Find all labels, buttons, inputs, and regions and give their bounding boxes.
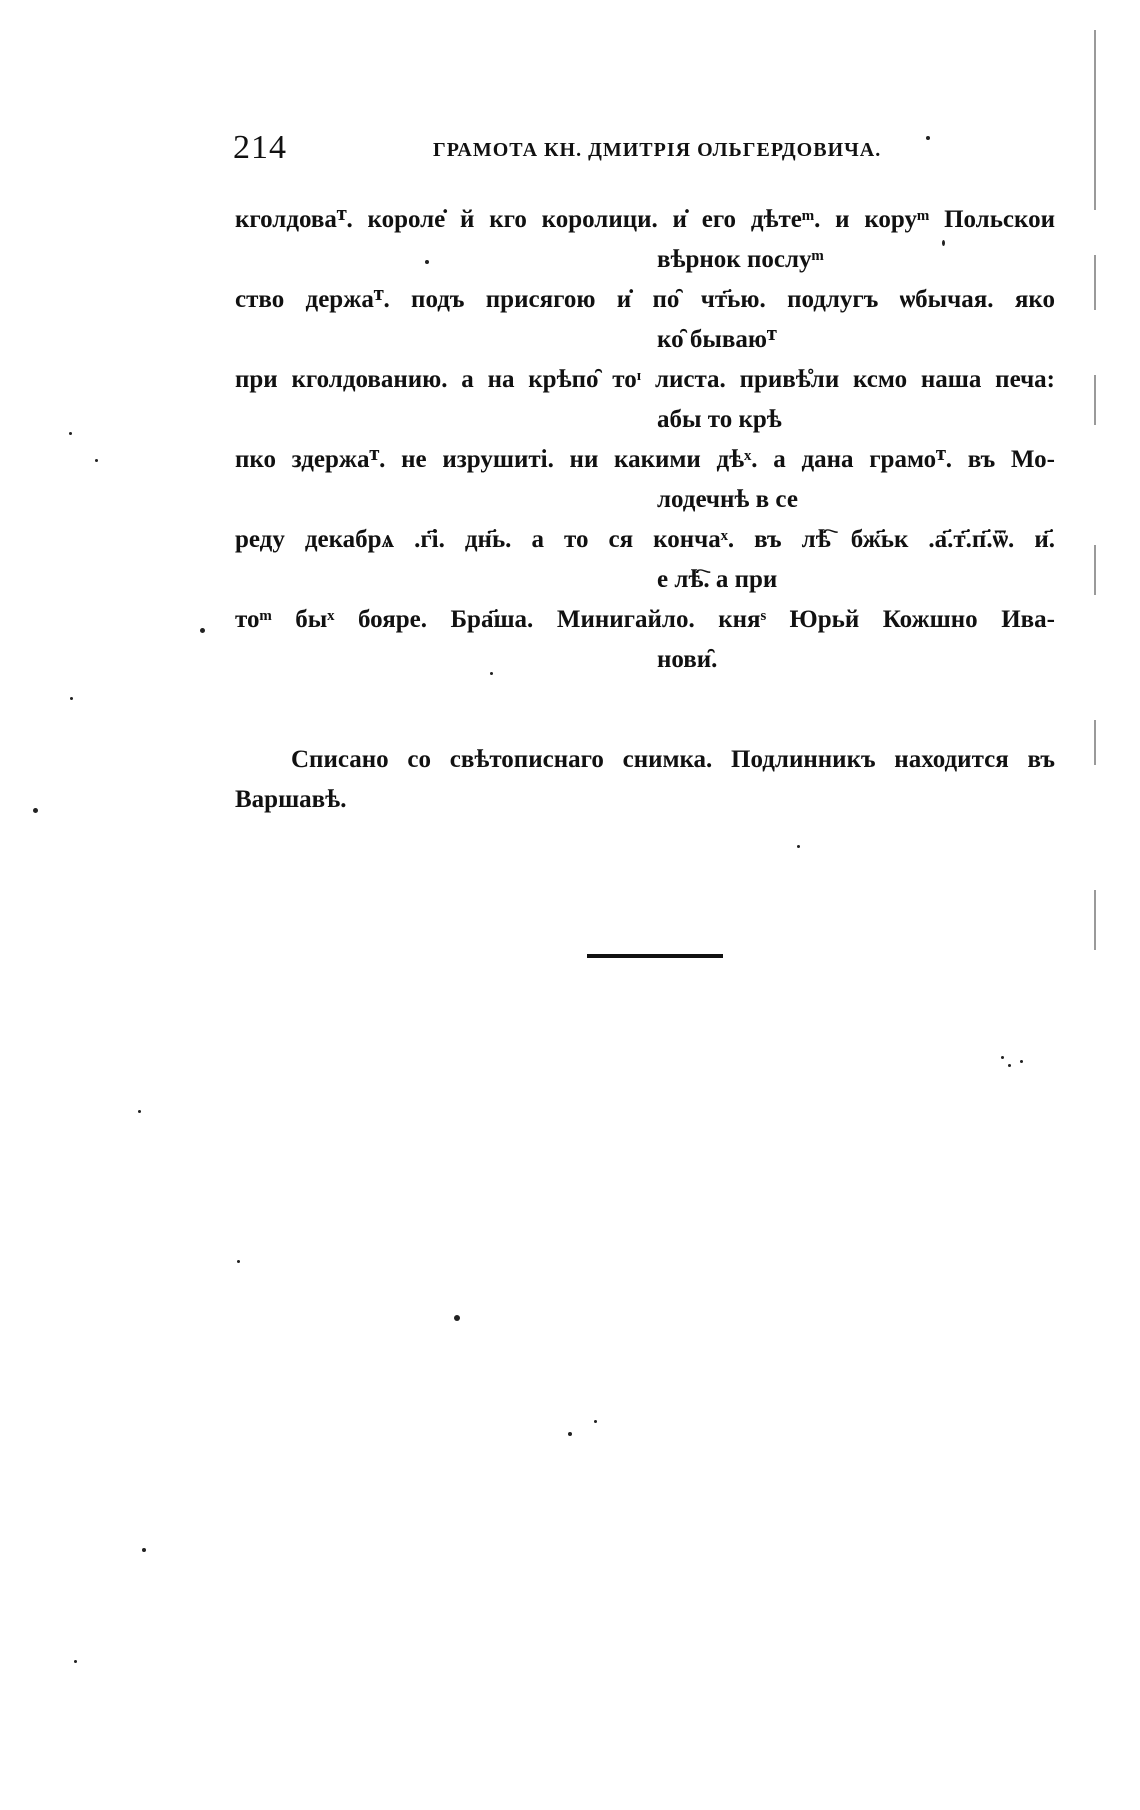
scan-speck xyxy=(1001,1056,1004,1059)
scan-edge-mark xyxy=(1094,30,1096,60)
text-line: реду декабрѧ .г҃і. дн҃ь. а то ся кончаˣ. въ лѣ҇ бж҃ьк .а҃.т҃.п҃.ѿ. и҃. xyxy=(235,526,1055,553)
scan-speck xyxy=(70,697,73,700)
source-note xyxy=(235,740,1055,820)
text-line: лодечнѣ в се xyxy=(657,486,798,513)
scan-speck xyxy=(942,240,945,246)
text-line: при кголдованию. а на крѣпо̑ тоᶦ листа. привѣ̊ли ксмо наша печа: xyxy=(235,366,1055,393)
text-line: ство держаᵀ. подъ присягою и̇ по̑ чт҃ью. подлугъ ѡбычая. яко xyxy=(235,286,1055,313)
text-line: пко здержаᵀ. не изрушиті. ни какими дѣˣ. а дана грамоᵀ. въ Мо- xyxy=(235,446,1055,473)
scan-speck xyxy=(454,1315,460,1321)
scan-speck xyxy=(797,845,800,848)
scan-speck xyxy=(568,1432,572,1436)
scan-edge-mark xyxy=(1094,255,1096,310)
scan-speck xyxy=(69,432,72,435)
source-note-line: Списано со свѣтописнаго снимка. Подлинникъ находится въ xyxy=(291,746,1055,773)
end-rule xyxy=(587,954,723,958)
text-line: вѣрнок послуᵐ xyxy=(657,246,824,273)
text-line: ко̑ бываюᵀ xyxy=(657,326,777,353)
scan-edge-mark xyxy=(1094,545,1096,595)
charter-text xyxy=(235,200,1055,680)
source-note-line: Варшавѣ. xyxy=(235,786,347,813)
scan-speck xyxy=(138,1110,141,1113)
scan-speck xyxy=(1008,1064,1011,1067)
scan-edge-mark xyxy=(1094,375,1096,425)
scan-speck xyxy=(200,628,205,633)
scan-speck xyxy=(926,136,930,140)
scan-speck xyxy=(594,1420,597,1423)
scan-speck xyxy=(425,260,429,264)
scan-speck xyxy=(490,672,493,675)
text-line: кголдоваᵀ. короле̇ й кго королици. и̇ его дѣтеᵐ. и коруᵐ Польскои xyxy=(235,206,1055,233)
scan-edge-mark xyxy=(1094,60,1096,210)
scan-edge-mark xyxy=(1094,890,1096,950)
page-header xyxy=(233,128,1053,168)
scan-speck xyxy=(74,1660,77,1663)
scan-speck xyxy=(95,459,98,462)
scan-edge-mark xyxy=(1094,720,1096,765)
scan-speck xyxy=(33,808,38,813)
scan-speck xyxy=(237,1260,240,1263)
text-line: нови̑. xyxy=(657,646,718,673)
text-line: тоᵐ быˣ бояре. Бра҃ша. Минигайло. княˢ Юрьй Кожшно Ива- xyxy=(235,606,1055,633)
page-number: 214 xyxy=(233,129,287,166)
text-line: е лѣ҇. а при xyxy=(657,566,778,593)
text-line: абы то крѣ xyxy=(657,406,782,433)
scan-speck xyxy=(142,1548,146,1552)
scan-speck xyxy=(1020,1060,1023,1063)
running-title: ГРАМОТА КН. ДМИТРІЯ ОЛЬГЕРДОВИЧА. xyxy=(433,139,882,161)
